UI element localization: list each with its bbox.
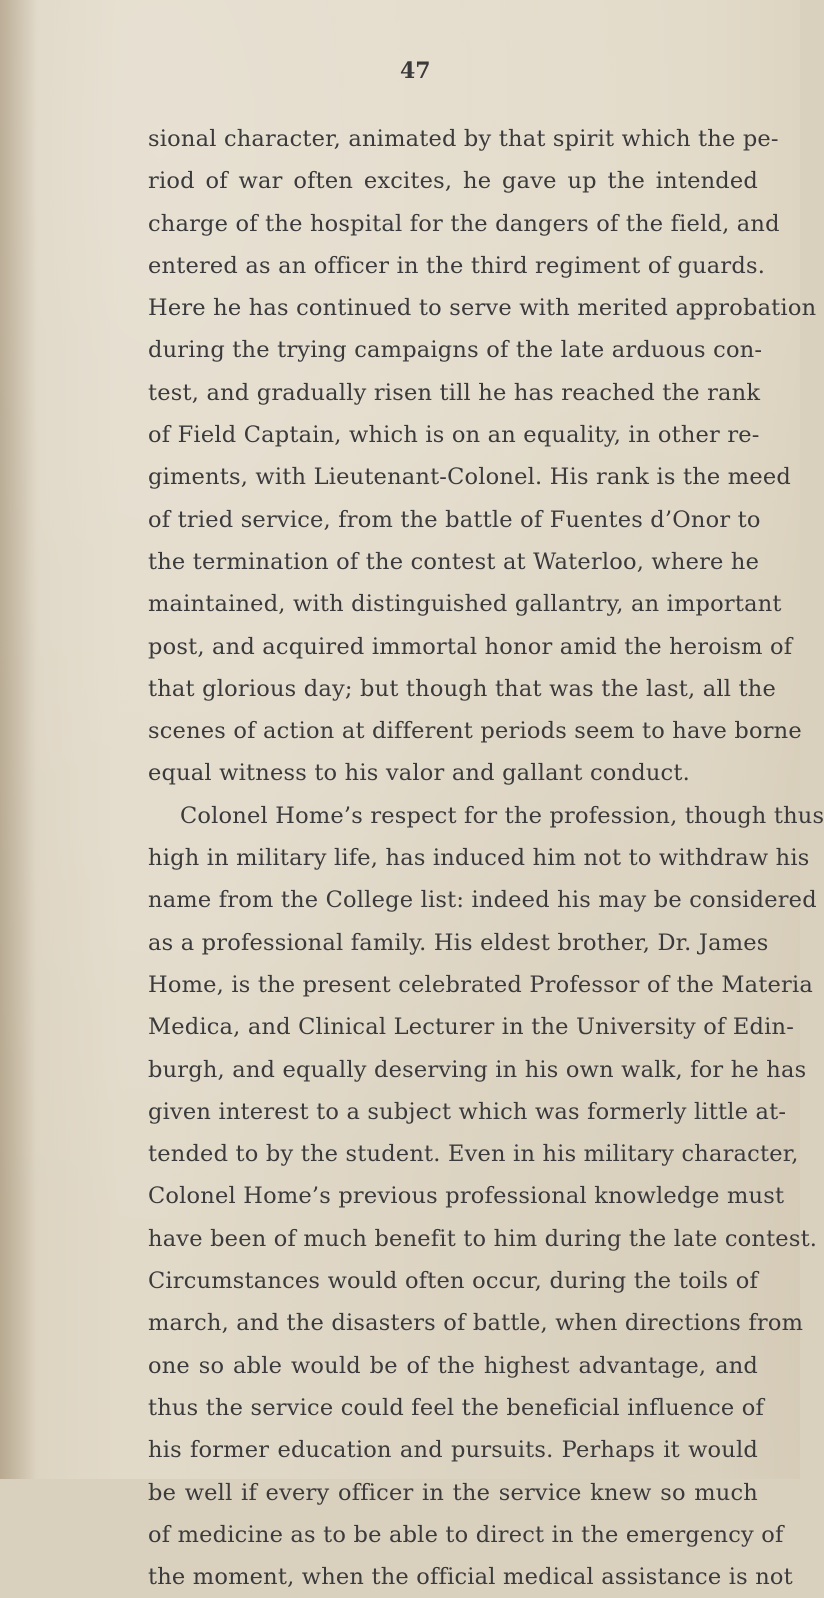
text-line: test, and gradually risen till he has reached the rank <box>148 379 761 406</box>
text-line: name from the College list: indeed his may be considered <box>148 887 817 914</box>
text-line: giments, with Lieutenant-Colonel. His rank is the meed <box>148 464 791 491</box>
text-line: Colonel Home’s respect for the profession, though thus <box>180 802 824 829</box>
text-line: entered as an officer in the third regiment of guards. <box>148 252 766 279</box>
text-line: of Field Captain, which is on an equality, in other re- <box>148 422 760 449</box>
text-line: maintained, with distinguished gallantry, an important <box>148 591 782 618</box>
text-line: sional character, animated by that spirit which the pe- <box>148 126 779 152</box>
text-line: have been of much benefit to him during the late contest. <box>148 1225 818 1252</box>
page-gutter-shadow <box>0 0 36 1479</box>
text-line: march, and the disasters of battle, when directions from <box>148 1310 804 1337</box>
text-line: burgh, and equally deserving in his own walk, for he has <box>148 1056 807 1083</box>
text-line: the termination of the contest at Waterloo, where he <box>148 548 760 575</box>
text-line: his former education and pursuits. Perhaps it would <box>148 1437 758 1464</box>
text-line: charge of the hospital for the dangers of the field, and <box>148 210 780 237</box>
text-line: during the trying campaigns of the late arduous con- <box>148 337 763 364</box>
text-line: Medica, and Clinical Lecturer in the University of Edin- <box>148 1014 795 1041</box>
text-line: post, and acquired immortal honor amid the heroism of <box>148 633 793 660</box>
text-line: one so able would be of the highest advantage, and <box>148 1352 758 1379</box>
text-line: Home, is the present celebrated Professor of the Materia <box>148 971 813 998</box>
text-line: given interest to a subject which was formerly little at- <box>148 1098 787 1125</box>
text-line: the moment, when the official medical assistance is not <box>148 1564 793 1591</box>
text-line: Circumstances would often occur, during the toils of <box>148 1268 758 1295</box>
page-number: 47 <box>400 58 431 84</box>
text-line: equal witness to his valor and gallant conduct. <box>148 760 690 787</box>
text-line: Here he has continued to serve with merited approbation <box>148 295 817 322</box>
text-line: that glorious day; but though that was the last, all the <box>148 675 776 702</box>
text-line: thus the service could feel the beneficial influence of <box>148 1394 765 1421</box>
text-line: tended to by the student. Even in his military character, <box>148 1141 799 1168</box>
text-line: Colonel Home’s previous professional knowledge must <box>148 1183 785 1210</box>
text-line: of medicine as to be able to direct in the emergency of <box>148 1521 784 1548</box>
body-text <box>148 118 824 1598</box>
text-line: be well if every officer in the service knew so much <box>148 1479 758 1506</box>
text-line: high in military life, has induced him not to withdraw his <box>148 845 810 872</box>
text-line: scenes of action at different periods seem to have borne <box>148 718 802 745</box>
text-line: riod of war often excites, he gave up the intended <box>148 168 758 195</box>
text-line: as a professional family. His eldest brother, Dr. James <box>148 929 769 956</box>
text-line: of tried service, from the battle of Fuentes d’Onor to <box>148 506 761 533</box>
